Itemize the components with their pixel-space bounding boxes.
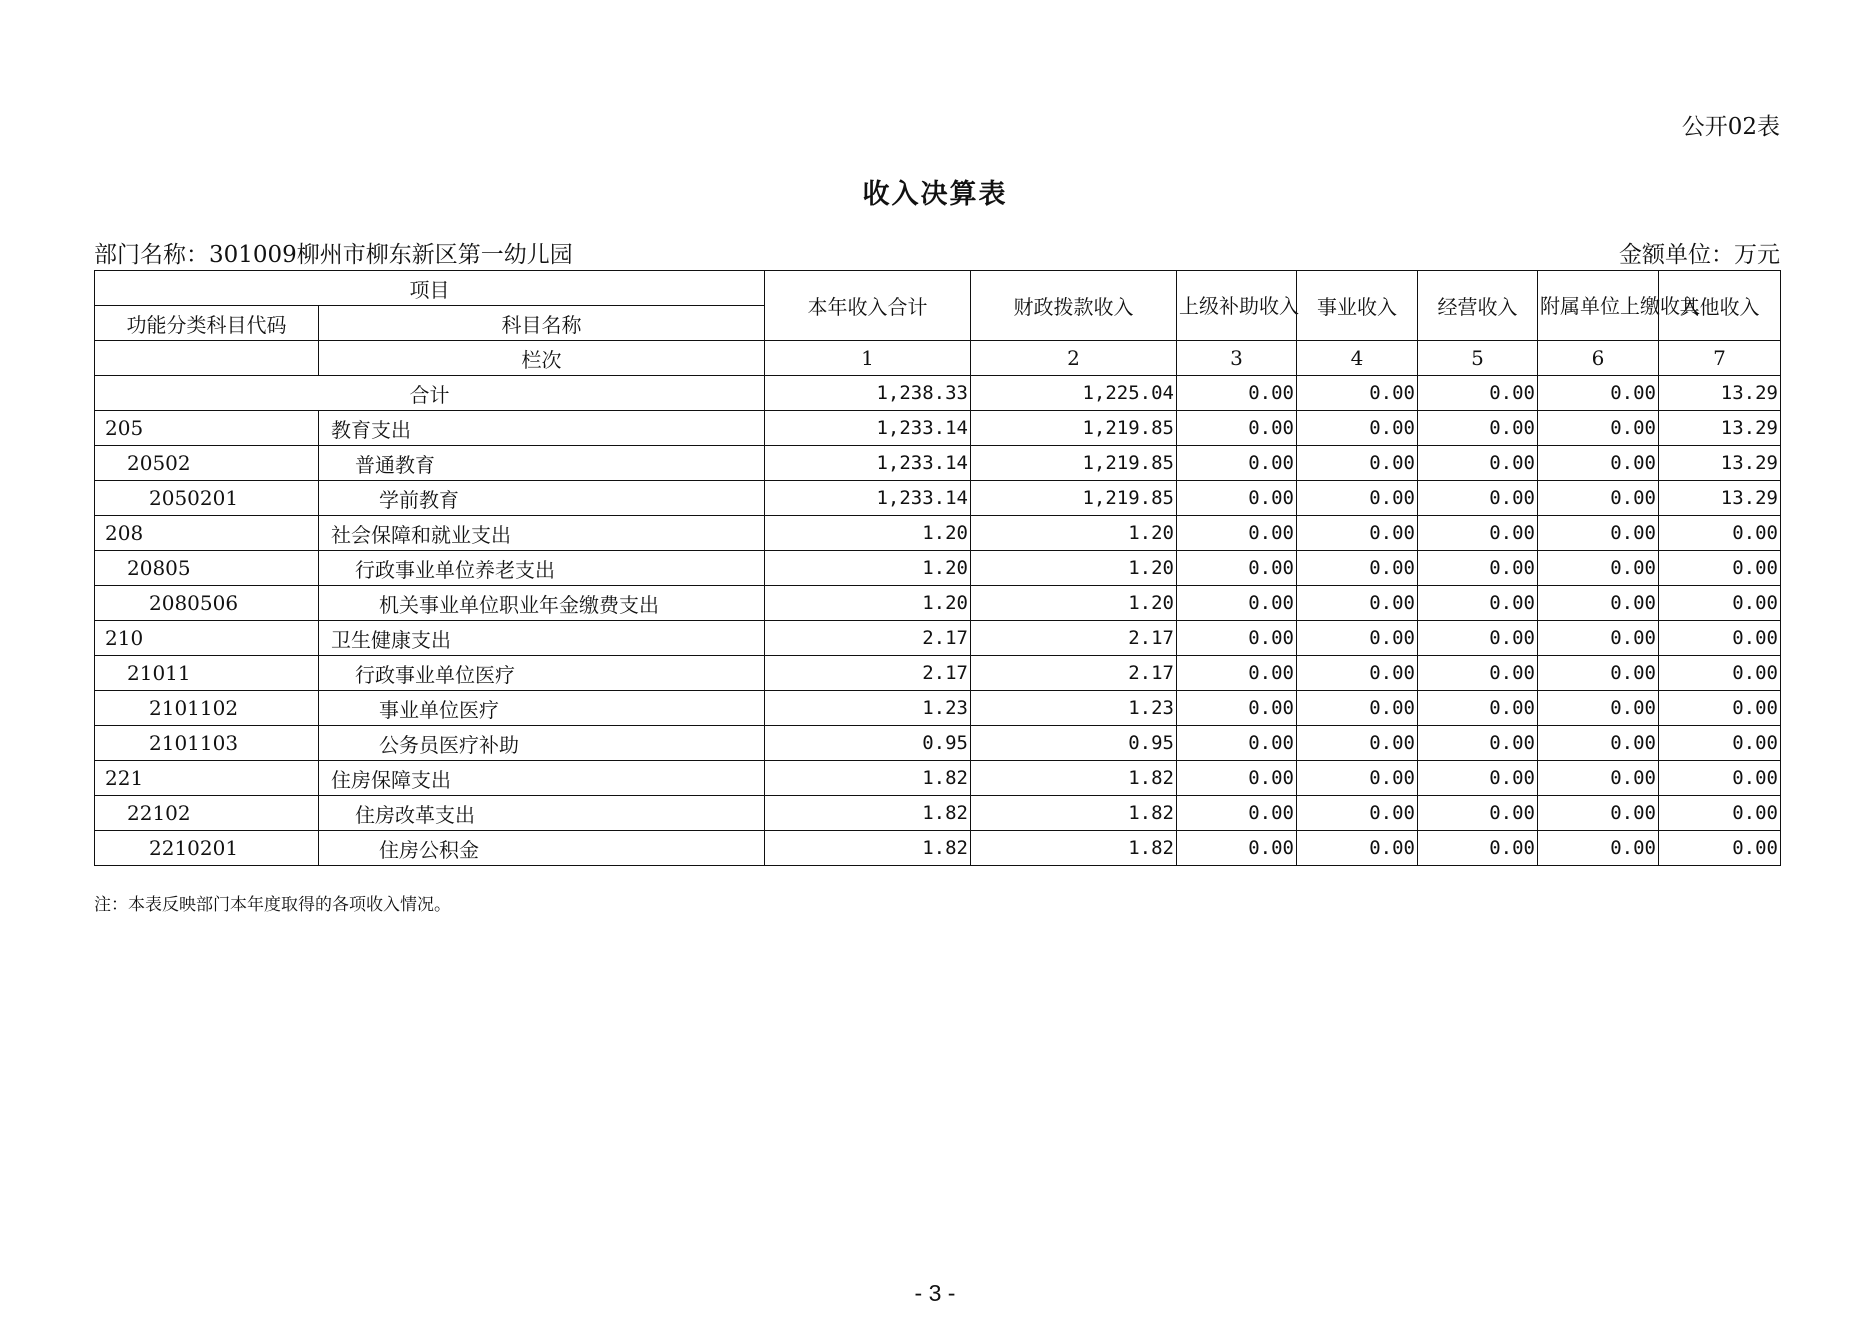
row-value: 0.00 [1297, 761, 1418, 796]
row-name: 社会保障和就业支出 [319, 516, 765, 551]
row-value: 1.20 [765, 551, 971, 586]
header-item: 项目 [95, 271, 765, 306]
row-value: 0.00 [1418, 761, 1538, 796]
row-value: 0.00 [1177, 411, 1297, 446]
income-table [94, 270, 1781, 866]
row-name: 住房公积金 [319, 831, 765, 866]
row-value: 1.20 [971, 551, 1177, 586]
row-value: 1,233.14 [765, 481, 971, 516]
row-value: 0.00 [1418, 586, 1538, 621]
row-value: 0.00 [1659, 516, 1781, 551]
row-value: 2.17 [971, 621, 1177, 656]
row-value: 0.00 [1659, 691, 1781, 726]
row-value: 0.00 [1177, 726, 1297, 761]
row-value: 0.00 [1659, 831, 1781, 866]
row-value: 1.20 [971, 586, 1177, 621]
row-value: 0.00 [1538, 726, 1659, 761]
col-num: 5 [1418, 341, 1538, 376]
table-row [95, 481, 1781, 516]
row-value: 0.00 [1659, 551, 1781, 586]
row-value: 0.00 [1297, 656, 1418, 691]
row-code: 2050201 [95, 481, 319, 516]
row-value: 1,219.85 [971, 411, 1177, 446]
row-value: 0.95 [971, 726, 1177, 761]
header-total-income: 本年收入合计 [765, 271, 971, 341]
row-value: 0.00 [1177, 796, 1297, 831]
row-value: 0.00 [1297, 691, 1418, 726]
page-number: - 3 - [914, 1280, 956, 1306]
row-value: 1.82 [765, 761, 971, 796]
row-value: 1,233.14 [765, 411, 971, 446]
row-name: 事业单位医疗 [319, 691, 765, 726]
row-value: 0.00 [1177, 761, 1297, 796]
row-name: 学前教育 [319, 481, 765, 516]
row-code: 205 [95, 411, 319, 446]
row-value: 0.00 [1538, 831, 1659, 866]
row-value: 1,219.85 [971, 446, 1177, 481]
row-value: 0.00 [1418, 831, 1538, 866]
row-value: 0.00 [1418, 411, 1538, 446]
table-row [95, 516, 1781, 551]
row-code: 2210201 [95, 831, 319, 866]
row-code: 20502 [95, 446, 319, 481]
row-value: 1.82 [765, 831, 971, 866]
row-code: 208 [95, 516, 319, 551]
row-name: 机关事业单位职业年金缴费支出 [319, 586, 765, 621]
total-value: 1,225.04 [971, 376, 1177, 411]
header-code: 功能分类科目代码 [95, 306, 319, 341]
row-value: 0.00 [1177, 481, 1297, 516]
page-title: 收入决算表 [862, 179, 1008, 210]
row-value: 0.00 [1418, 551, 1538, 586]
row-value: 0.00 [1297, 831, 1418, 866]
table-row [95, 656, 1781, 691]
row-value: 0.00 [1538, 761, 1659, 796]
row-value: 0.00 [1418, 481, 1538, 516]
row-value: 1.82 [765, 796, 971, 831]
row-value: 0.00 [1538, 586, 1659, 621]
row-value: 0.00 [1659, 796, 1781, 831]
row-value: 13.29 [1659, 481, 1781, 516]
total-row [95, 376, 1781, 411]
header-business: 事业收入 [1297, 271, 1418, 341]
row-value: 0.00 [1297, 586, 1418, 621]
header-blank [95, 341, 319, 376]
row-value: 0.00 [1418, 656, 1538, 691]
header-row-3 [95, 341, 1781, 376]
row-value: 1,219.85 [971, 481, 1177, 516]
row-value: 0.00 [1297, 446, 1418, 481]
row-value: 0.00 [1418, 516, 1538, 551]
row-value: 0.00 [1297, 621, 1418, 656]
row-name: 住房保障支出 [319, 761, 765, 796]
row-value: 0.00 [1538, 691, 1659, 726]
row-value: 1.82 [971, 796, 1177, 831]
table-row [95, 796, 1781, 831]
amount-unit: 金额单位：万元 [1619, 242, 1780, 268]
row-value: 0.00 [1659, 656, 1781, 691]
row-value: 0.00 [1177, 691, 1297, 726]
table-row [95, 761, 1781, 796]
row-value: 0.00 [1297, 411, 1418, 446]
row-code: 2080506 [95, 586, 319, 621]
row-value: 0.00 [1538, 516, 1659, 551]
col-num: 3 [1177, 341, 1297, 376]
form-number: 公开02表 [1681, 114, 1780, 140]
row-value: 0.00 [1659, 726, 1781, 761]
row-value: 0.00 [1538, 796, 1659, 831]
row-value: 0.00 [1297, 551, 1418, 586]
row-value: 0.00 [1659, 761, 1781, 796]
table-row [95, 551, 1781, 586]
row-name: 行政事业单位养老支出 [319, 551, 765, 586]
row-value: 0.00 [1177, 446, 1297, 481]
col-num: 2 [971, 341, 1177, 376]
department-name: 部门名称：301009柳州市柳东新区第一幼儿园 [94, 242, 573, 268]
row-value: 0.00 [1538, 621, 1659, 656]
row-value: 0.00 [1418, 691, 1538, 726]
row-value: 13.29 [1659, 411, 1781, 446]
row-value: 0.00 [1538, 481, 1659, 516]
table-row [95, 586, 1781, 621]
row-value: 0.00 [1418, 796, 1538, 831]
table-row [95, 691, 1781, 726]
row-name: 住房改革支出 [319, 796, 765, 831]
col-num: 7 [1659, 341, 1781, 376]
row-value: 13.29 [1659, 446, 1781, 481]
row-value: 0.00 [1297, 726, 1418, 761]
header-name: 科目名称 [319, 306, 765, 341]
header-row-1 [95, 271, 1781, 306]
table-note: 注：本表反映部门本年度取得的各项收入情况。 [94, 895, 451, 915]
col-num: 4 [1297, 341, 1418, 376]
total-value: 13.29 [1659, 376, 1781, 411]
row-name: 教育支出 [319, 411, 765, 446]
row-value: 0.00 [1177, 831, 1297, 866]
row-code: 20805 [95, 551, 319, 586]
row-name: 行政事业单位医疗 [319, 656, 765, 691]
row-value: 0.00 [1177, 621, 1297, 656]
row-value: 1.82 [971, 761, 1177, 796]
row-value: 1.23 [971, 691, 1177, 726]
row-value: 2.17 [765, 656, 971, 691]
row-name: 卫生健康支出 [319, 621, 765, 656]
header-fiscal: 财政拨款收入 [971, 271, 1177, 341]
row-value: 0.00 [1418, 446, 1538, 481]
table-row [95, 621, 1781, 656]
table-row [95, 726, 1781, 761]
total-value: 1,238.33 [765, 376, 971, 411]
row-value: 0.00 [1659, 621, 1781, 656]
row-value: 1.20 [765, 586, 971, 621]
row-value: 0.00 [1297, 516, 1418, 551]
header-col-index: 栏次 [319, 341, 765, 376]
row-code: 22102 [95, 796, 319, 831]
row-value: 1,233.14 [765, 446, 971, 481]
row-value: 0.00 [1418, 726, 1538, 761]
row-value: 2.17 [765, 621, 971, 656]
row-value: 1.23 [765, 691, 971, 726]
row-value: 0.00 [1538, 551, 1659, 586]
row-code: 210 [95, 621, 319, 656]
table-row [95, 831, 1781, 866]
row-value: 0.00 [1177, 551, 1297, 586]
row-code: 2101103 [95, 726, 319, 761]
col-num: 6 [1538, 341, 1659, 376]
table-row [95, 446, 1781, 481]
row-code: 221 [95, 761, 319, 796]
header-superior: 上级补助收入 [1177, 271, 1297, 341]
total-value: 0.00 [1418, 376, 1538, 411]
row-value: 0.95 [765, 726, 971, 761]
row-name: 普通教育 [319, 446, 765, 481]
row-value: 0.00 [1177, 516, 1297, 551]
row-value: 1.20 [765, 516, 971, 551]
total-label: 合计 [95, 376, 765, 411]
row-value: 0.00 [1538, 446, 1659, 481]
row-value: 0.00 [1177, 586, 1297, 621]
header-affiliated: 附属单位上缴收入 [1538, 271, 1659, 341]
row-code: 21011 [95, 656, 319, 691]
row-value: 1.82 [971, 831, 1177, 866]
row-value: 0.00 [1659, 586, 1781, 621]
total-value: 0.00 [1538, 376, 1659, 411]
row-value: 0.00 [1297, 481, 1418, 516]
header-operating: 经营收入 [1418, 271, 1538, 341]
row-value: 1.20 [971, 516, 1177, 551]
row-name: 公务员医疗补助 [319, 726, 765, 761]
total-value: 0.00 [1177, 376, 1297, 411]
row-value: 2.17 [971, 656, 1177, 691]
row-value: 0.00 [1538, 411, 1659, 446]
row-value: 0.00 [1297, 796, 1418, 831]
row-value: 0.00 [1177, 656, 1297, 691]
total-value: 0.00 [1297, 376, 1418, 411]
col-num: 1 [765, 341, 971, 376]
row-code: 2101102 [95, 691, 319, 726]
header-other: 其他收入 [1659, 271, 1781, 341]
row-value: 0.00 [1538, 656, 1659, 691]
row-value: 0.00 [1418, 621, 1538, 656]
table-row [95, 411, 1781, 446]
